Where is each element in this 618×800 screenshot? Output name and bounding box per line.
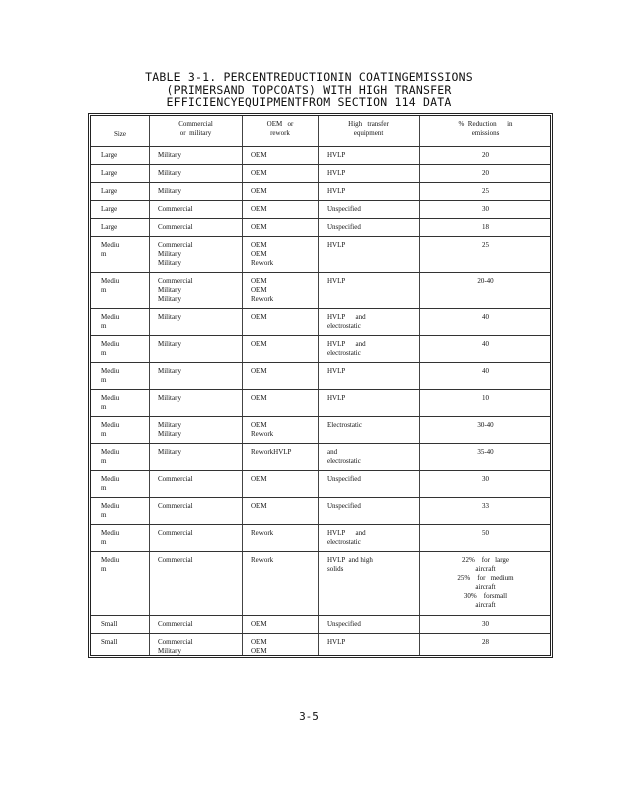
cell-commercial-military: Commercial Military <box>158 638 193 655</box>
cell-size: Large <box>101 205 118 213</box>
cell-commercial-military: Commercial Military Military <box>158 277 193 303</box>
cell-commercial-military: Commercial <box>158 223 193 231</box>
cell-size: Mediu m <box>101 475 120 492</box>
cell-size: Mediu m <box>101 556 120 573</box>
cell-reduction: 30 <box>482 205 489 213</box>
cell-equipment: Electrostatic <box>327 421 362 429</box>
cell-oem-rework: OEM OEM <box>251 638 267 655</box>
table-row <box>91 417 550 444</box>
table-row <box>91 183 550 201</box>
cell-size: Mediu m <box>101 421 120 438</box>
cell-commercial-military: Military <box>158 448 181 456</box>
cell-reduction: 30-40 <box>477 421 494 429</box>
cell-oem-rework: OEM OEM Rework <box>251 241 274 267</box>
table-row <box>91 219 550 237</box>
cell-equipment: Unspecified <box>327 223 361 231</box>
table-title <box>0 71 618 109</box>
cell-size: Mediu m <box>101 277 120 294</box>
cell-equipment: HVLP and high solids <box>327 556 373 573</box>
cell-equipment: Unspecified <box>327 502 361 510</box>
table-row <box>91 390 550 417</box>
cell-oem-rework: OEM <box>251 187 267 195</box>
cell-oem-rework: Rework <box>251 529 274 537</box>
cell-oem-rework: OEM <box>251 620 267 628</box>
cell-size: Mediu m <box>101 313 120 330</box>
cell-commercial-military: Military <box>158 187 181 195</box>
cell-equipment: HVLP <box>327 367 346 375</box>
table-row <box>91 525 550 552</box>
cell-commercial-military: Military <box>158 313 181 321</box>
cell-oem-rework: OEM Rework <box>251 421 274 438</box>
cell-size: Mediu m <box>101 367 120 384</box>
cell-reduction: 18 <box>482 223 489 231</box>
cell-reduction: 25 <box>482 187 489 195</box>
cell-reduction: 20-40 <box>477 277 494 285</box>
table-row <box>91 336 550 363</box>
cell-oem-rework: OEM <box>251 151 267 159</box>
cell-reduction: 35-40 <box>477 448 494 456</box>
emissions-table <box>90 115 551 656</box>
cell-oem-rework: OEM <box>251 205 267 213</box>
cell-oem-rework: Rework <box>251 556 274 564</box>
cell-equipment: HVLP and electrostatic <box>327 340 366 357</box>
table-row <box>91 363 550 390</box>
cell-oem-rework: OEM <box>251 475 267 483</box>
cell-size: Mediu m <box>101 529 120 546</box>
cell-size: Mediu m <box>101 340 120 357</box>
cell-equipment: HVLP <box>327 151 346 159</box>
header-reduction: % Reduction in emissions <box>458 120 513 137</box>
title-line-1: TABLE 3-1. PERCENTREDUCTIONIN COATINGEMISSIONS <box>145 70 473 84</box>
cell-reduction: 20 <box>482 151 489 159</box>
cell-equipment: HVLP <box>327 187 346 195</box>
table-row <box>91 616 550 634</box>
cell-commercial-military: Military <box>158 169 181 177</box>
cell-oem-rework: OEM <box>251 313 267 321</box>
header-row <box>91 116 550 147</box>
cell-commercial-military: Military <box>158 340 181 348</box>
cell-oem-rework: OEM <box>251 169 267 177</box>
cell-commercial-military: Military <box>158 367 181 375</box>
table-row <box>91 552 550 616</box>
cell-reduction: 28 <box>482 638 489 646</box>
header-size: Size <box>113 130 127 138</box>
title-line-2: (PRIMERSAND TOPCOATS) WITH HIGH TRANSFER <box>166 82 452 97</box>
header-oem-rework: OEM or rework <box>266 120 294 137</box>
table-row <box>91 147 550 165</box>
cell-reduction: 33 <box>482 502 489 510</box>
cell-commercial-military: Commercial Military Military <box>158 241 193 267</box>
cell-reduction: 50 <box>482 529 489 537</box>
cell-size: Large <box>101 151 118 159</box>
cell-equipment: and electrostatic <box>327 448 361 465</box>
cell-oem-rework: OEM OEM Rework <box>251 277 274 303</box>
cell-size: Small <box>101 638 118 646</box>
cell-oem-rework: OEM <box>251 340 267 348</box>
cell-equipment: HVLP and electrostatic <box>327 313 366 330</box>
cell-equipment: HVLP <box>327 394 346 402</box>
cell-reduction: 25 <box>482 241 489 249</box>
cell-size: Mediu m <box>101 394 120 411</box>
cell-size: Mediu m <box>101 241 120 258</box>
cell-equipment: HVLP <box>327 638 346 646</box>
cell-equipment: HVLP and electrostatic <box>327 529 366 546</box>
cell-reduction: 40 <box>482 313 489 321</box>
cell-size: Large <box>101 187 118 195</box>
cell-reduction: 10 <box>482 394 489 402</box>
table-row <box>91 237 550 273</box>
cell-commercial-military: Military Military <box>158 421 181 438</box>
page-number: 3-5 <box>299 710 319 723</box>
cell-size: Small <box>101 620 118 628</box>
cell-commercial-military: Commercial <box>158 529 193 537</box>
cell-equipment: Unspecified <box>327 205 361 213</box>
cell-reduction: 40 <box>482 340 489 348</box>
cell-commercial-military: Commercial <box>158 205 193 213</box>
cell-oem-rework: OEM <box>251 223 267 231</box>
title-line-3: EFFICIENCYEQUIPMENTFROM SECTION 114 DATA <box>166 95 452 109</box>
cell-reduction: 22% for large aircraft 25% for medium aircraft 30% forsmall aircraft <box>457 556 514 609</box>
cell-size: Large <box>101 223 118 231</box>
header-commercial-military: Commercial or military <box>178 120 213 137</box>
cell-size: Large <box>101 169 118 177</box>
cell-oem-rework: OEM <box>251 394 267 402</box>
table-row <box>91 471 550 498</box>
cell-equipment: HVLP <box>327 169 346 177</box>
cell-reduction: 30 <box>482 620 489 628</box>
cell-commercial-military: Commercial <box>158 502 193 510</box>
cell-equipment: HVLP <box>327 277 346 285</box>
cell-oem-rework: OEM <box>251 502 267 510</box>
cell-reduction: 20 <box>482 169 489 177</box>
table-row <box>91 498 550 525</box>
table-row <box>91 165 550 183</box>
cell-reduction: 40 <box>482 367 489 375</box>
cell-commercial-military: Commercial <box>158 475 193 483</box>
cell-oem-rework: ReworkHVLP <box>251 448 292 456</box>
cell-commercial-military: Commercial <box>158 620 193 628</box>
cell-size: Mediu m <box>101 502 120 519</box>
cell-equipment: HVLP <box>327 241 346 249</box>
table-row <box>91 201 550 219</box>
cell-commercial-military: Military <box>158 394 181 402</box>
table-row <box>91 444 550 471</box>
table-row <box>91 634 550 661</box>
cell-size: Mediu m <box>101 448 120 465</box>
table-frame <box>88 113 553 658</box>
table-row <box>91 273 550 309</box>
cell-commercial-military: Military <box>158 151 181 159</box>
header-equipment: High transfer equipment <box>348 120 389 137</box>
cell-equipment: Unspecified <box>327 620 361 628</box>
table-row <box>91 309 550 336</box>
cell-commercial-military: Commercial <box>158 556 193 564</box>
cell-oem-rework: OEM <box>251 367 267 375</box>
cell-equipment: Unspecified <box>327 475 361 483</box>
cell-reduction: 30 <box>482 475 489 483</box>
